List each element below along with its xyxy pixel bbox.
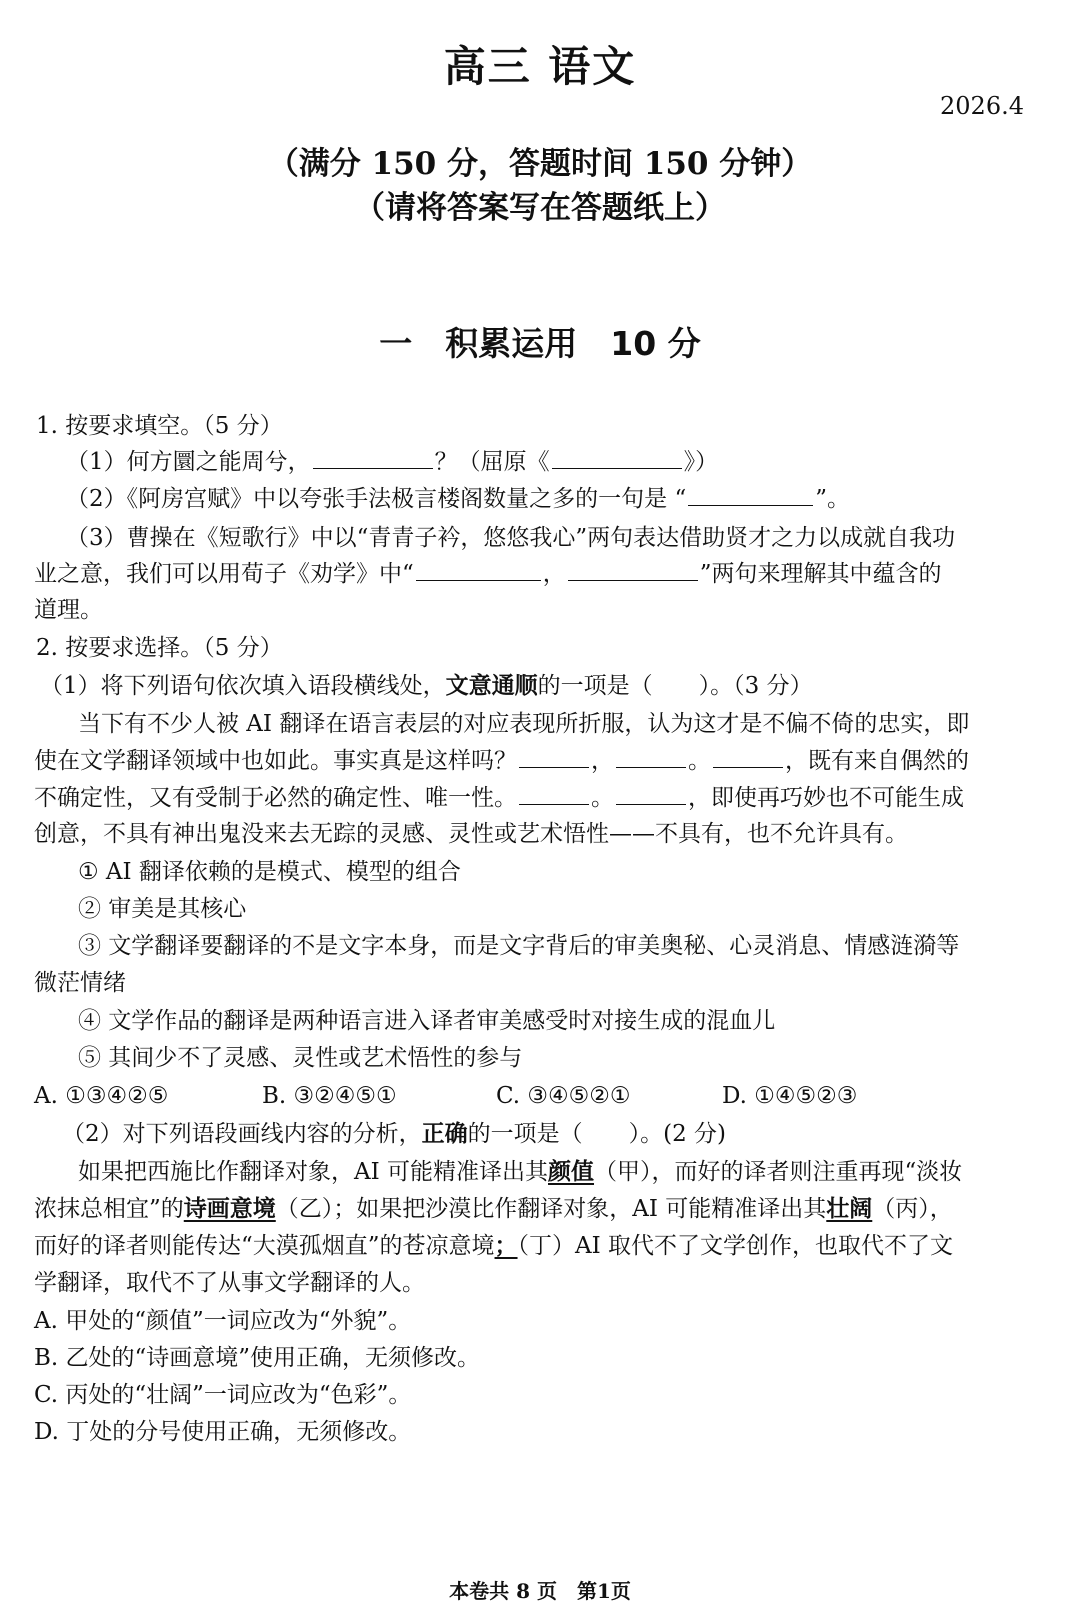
p2-l1-text-c: （甲），而好的译者则注重再现“淡妆 — [594, 1159, 963, 1185]
answer-sheet-note: （请将答案写在答题纸上） — [354, 190, 726, 226]
question-1-part-3-line-2 — [34, 558, 942, 590]
underlined-term-bing: 壮阔 — [826, 1195, 873, 1222]
answer-blank — [616, 766, 686, 768]
choice-b: B. ③②④⑤① — [262, 1083, 397, 1109]
q2-s2-text-a: （2）对下列语段画线内容的分析， — [62, 1121, 422, 1147]
passage-2-line-3 — [34, 1230, 953, 1262]
choice-c: C. ③④⑤②① — [496, 1083, 631, 1109]
underlined-semicolon-ding: ； — [494, 1232, 518, 1259]
sentence-option-3-line-1: ③ 文学翻译要翻译的不是文字本身，而是文字背后的审美奥秘、心灵消息、情感涟漪等 — [78, 933, 960, 959]
q1-p2-text-a: （2）《阿房宫赋》中以夸张手法极言楼阁数量之多的一句是 “ — [66, 486, 687, 512]
q1-p2-text-b: ”。 — [815, 486, 850, 512]
q2-s1-text-c: 的一项是（ ）。（3 分） — [537, 673, 813, 699]
passage-2-line-4: 学翻译，取代不了从事文学翻译的人。 — [34, 1270, 425, 1296]
sentence-option-1: ① AI 翻译依赖的是模式、模型的组合 — [78, 859, 461, 885]
p1-l3-text-c: ，即使再巧妙也不可能生成 — [688, 785, 964, 811]
section-heading: 一 积累运用 10 分 — [379, 324, 701, 363]
question-2-stem: 2. 按要求选择。（5 分） — [36, 635, 283, 661]
question-2-sub-2-stem — [62, 1118, 726, 1150]
question-1-part-3-line-1: （3）曹操在《短歌行》中以“青青子衿，悠悠我心”两句表达借助贤才之力以成就自我功 — [66, 525, 956, 551]
passage-1-line-4: 创意，不具有神出鬼没来去无踪的灵感、灵性或艺术悟性——不具有，也不允许具有。 — [34, 821, 908, 847]
answer-option-d: D. 丁处的分号使用正确，无须修改。 — [34, 1419, 412, 1445]
p1-l2-text-b: ， — [591, 748, 614, 774]
p1-l3-text-a: 不确定性，又有受制于必然的确定性、唯一性。 — [34, 785, 517, 811]
question-1-stem: 1. 按要求填空。（5 分） — [36, 413, 283, 439]
answer-option-c: C. 丙处的“壮阔”一词应改为“色彩”。 — [34, 1382, 412, 1408]
answer-blank — [416, 579, 541, 581]
answer-blank — [519, 766, 589, 768]
q2-s1-emphasis: 文意通顺 — [445, 672, 538, 699]
q1-p1-text-c: 》） — [683, 449, 719, 475]
p1-l2-text-a: 使在文学翻译领域中也如此。事实真是这样吗？ — [34, 748, 517, 774]
q1-p1-text-a: （1）何方圜之能周兮， — [66, 449, 311, 475]
q1-p3-text-a: 业之意，我们可以用荀子《劝学》中“ — [34, 561, 414, 587]
question-1-part-3-line-3: 道理。 — [34, 597, 103, 623]
score-time-note: （满分 150 分，答题时间 150 分钟） — [267, 146, 813, 182]
sentence-option-4: ④ 文学作品的翻译是两种语言进入译者审美感受时对接生成的混血儿 — [78, 1008, 776, 1034]
q2-s2-emphasis: 正确 — [421, 1120, 468, 1147]
p2-l1-text-a: 如果把西施比作翻译对象，AI 可能精准译出其 — [78, 1159, 549, 1185]
p2-l2-text-a: 浓抹总相宜”的 — [34, 1196, 184, 1222]
answer-blank — [313, 467, 433, 469]
p2-l3-text-c: （丁）AI 取代不了文学创作，也取代不了文 — [517, 1233, 954, 1259]
p1-l3-text-b: 。 — [591, 785, 614, 811]
answer-option-a: A. 甲处的“颜值”一词应改为“外貌”。 — [34, 1308, 412, 1334]
sentence-option-3-line-2: 微茫情绪 — [34, 970, 126, 996]
q1-p3-text-b: ， — [542, 561, 566, 587]
answer-option-b: B. 乙处的“诗画意境”使用正确，无须修改。 — [34, 1345, 481, 1371]
underlined-term-yi: 诗画意境 — [183, 1195, 276, 1222]
answer-blank — [552, 467, 682, 469]
passage-1-line-3 — [34, 782, 964, 814]
answer-blank — [713, 766, 783, 768]
answer-blank — [519, 803, 589, 805]
passage-2-line-2 — [34, 1193, 953, 1225]
q2-s1-text-a: （1）将下列语句依次填入语段横线处， — [40, 673, 446, 699]
answer-blank — [568, 579, 698, 581]
exam-title: 高三 语文 — [443, 42, 637, 91]
question-1-part-1 — [66, 446, 718, 478]
passage-2-line-1 — [78, 1156, 962, 1188]
p2-l3-text-a: 而好的译者则能传达“大漠孤烟直”的苍凉意境 — [34, 1233, 495, 1259]
q1-p1-text-b: ？（屈原《 — [434, 449, 550, 475]
q1-p3-text-c: ”两句来理解其中蕴含的 — [699, 561, 942, 587]
answer-blank — [688, 504, 813, 506]
p1-l2-text-c: 。 — [688, 748, 711, 774]
p2-l2-text-e: （丙）， — [872, 1196, 953, 1222]
question-1-part-2 — [66, 483, 850, 515]
choice-a: A. ①③④②⑤ — [34, 1083, 169, 1109]
underlined-term-jia: 颜值 — [548, 1158, 595, 1185]
choice-d: D. ①④⑤②③ — [722, 1083, 858, 1109]
passage-1-line-2 — [34, 745, 969, 777]
answer-blank — [616, 803, 686, 805]
p1-l2-text-d: ，既有来自偶然的 — [785, 748, 969, 774]
page-footer: 本卷共 8 页 第1页 — [449, 1579, 631, 1603]
sentence-option-2: ② 审美是其核心 — [78, 896, 247, 922]
exam-date: 2026.4 — [940, 92, 1024, 120]
question-2-sub-1-stem — [40, 670, 813, 702]
p2-l2-text-c: （乙）；如果把沙漠比作翻译对象，AI 可能精准译出其 — [275, 1196, 827, 1222]
passage-1-line-1: 当下有不少人被 AI 翻译在语言表层的对应表现所折服，认为这才是不偏不倚的忠实，即 — [78, 711, 970, 737]
q2-s2-text-c: 的一项是（ ）。(2 分) — [467, 1121, 727, 1147]
sentence-option-5: ⑤ 其间少不了灵感、灵性或艺术悟性的参与 — [78, 1045, 523, 1071]
